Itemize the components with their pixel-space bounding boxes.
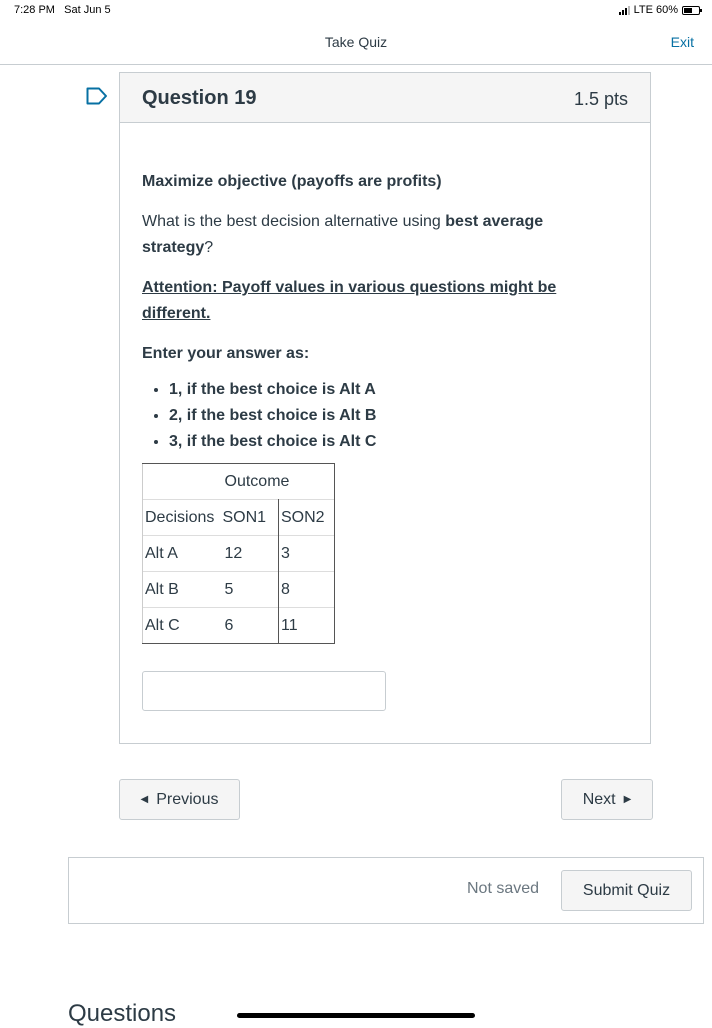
next-button[interactable]: [561, 779, 653, 820]
table-row: [143, 572, 335, 608]
previous-label: Previous: [156, 790, 219, 808]
battery-icon: [682, 6, 700, 15]
table-row: [143, 608, 335, 644]
submit-panel: [68, 857, 704, 924]
table-header-cell: Decisions: [143, 500, 221, 536]
table-cell: 6: [221, 608, 279, 644]
table-row: [143, 500, 335, 536]
table-cell: Alt C: [143, 608, 221, 644]
next-label: Next: [582, 790, 616, 808]
question-title: Question 19: [142, 87, 257, 109]
caret-left-icon: ◀: [140, 794, 149, 805]
flag-question-icon[interactable]: [86, 87, 108, 110]
table-cell: Alt B: [143, 572, 221, 608]
exit-button[interactable]: Exit: [670, 34, 694, 50]
question-card: [119, 72, 651, 744]
page-title: Take Quiz: [324, 34, 388, 50]
question-header: [120, 73, 650, 123]
table-cell: 12: [221, 536, 279, 572]
question-body: [142, 169, 612, 644]
home-indicator[interactable]: [237, 1013, 475, 1018]
attention-note: Attention: Payoff values in various questions might be different.: [142, 279, 557, 322]
enter-answer-label: Enter your answer as:: [142, 345, 310, 362]
answer-input[interactable]: [142, 671, 386, 711]
table-row: [143, 464, 335, 500]
outcome-header: Outcome: [221, 464, 335, 500]
network-status: LTE 60%: [633, 4, 678, 16]
status-bar-right: [619, 4, 700, 16]
caret-right-icon: ▶: [623, 794, 632, 805]
table-row: [143, 536, 335, 572]
table-cell: 5: [221, 572, 279, 608]
save-status: Not saved: [467, 880, 540, 897]
status-time: 7:28 PM: [14, 4, 55, 16]
status-date: Sat Jun 5: [64, 4, 111, 16]
table-header-cell: SON2: [279, 500, 335, 536]
submit-quiz-button[interactable]: Submit Quiz: [561, 870, 692, 911]
table-cell: 11: [279, 608, 335, 644]
question-prompt: [142, 209, 612, 261]
table-cell: 3: [279, 536, 335, 572]
answer-options-list: [142, 377, 612, 455]
prompt-text: What is the best decision alternative using: [142, 213, 446, 230]
signal-icon: [619, 5, 630, 15]
prompt-bold-text: best average strategy: [142, 213, 544, 256]
status-bar-time: [14, 4, 111, 16]
table-cell: Alt A: [143, 536, 221, 572]
payoff-table: [142, 463, 335, 644]
prompt-end-text: ?: [204, 239, 214, 256]
list-item: • 1, if the best choice is Alt A: [169, 377, 612, 403]
table-header-cell: SON1: [221, 500, 279, 536]
table-cell: 8: [279, 572, 335, 608]
top-bar: [0, 26, 712, 65]
questions-heading: Questions: [68, 1000, 177, 1027]
list-item: • 2, if the best choice is Alt B: [169, 403, 612, 429]
question-points: 1.5 pts: [573, 89, 628, 109]
question-heading: Maximize objective (payoffs are profits): [142, 173, 442, 190]
list-item: • 3, if the best choice is Alt C: [169, 429, 612, 455]
previous-button[interactable]: [119, 779, 240, 820]
